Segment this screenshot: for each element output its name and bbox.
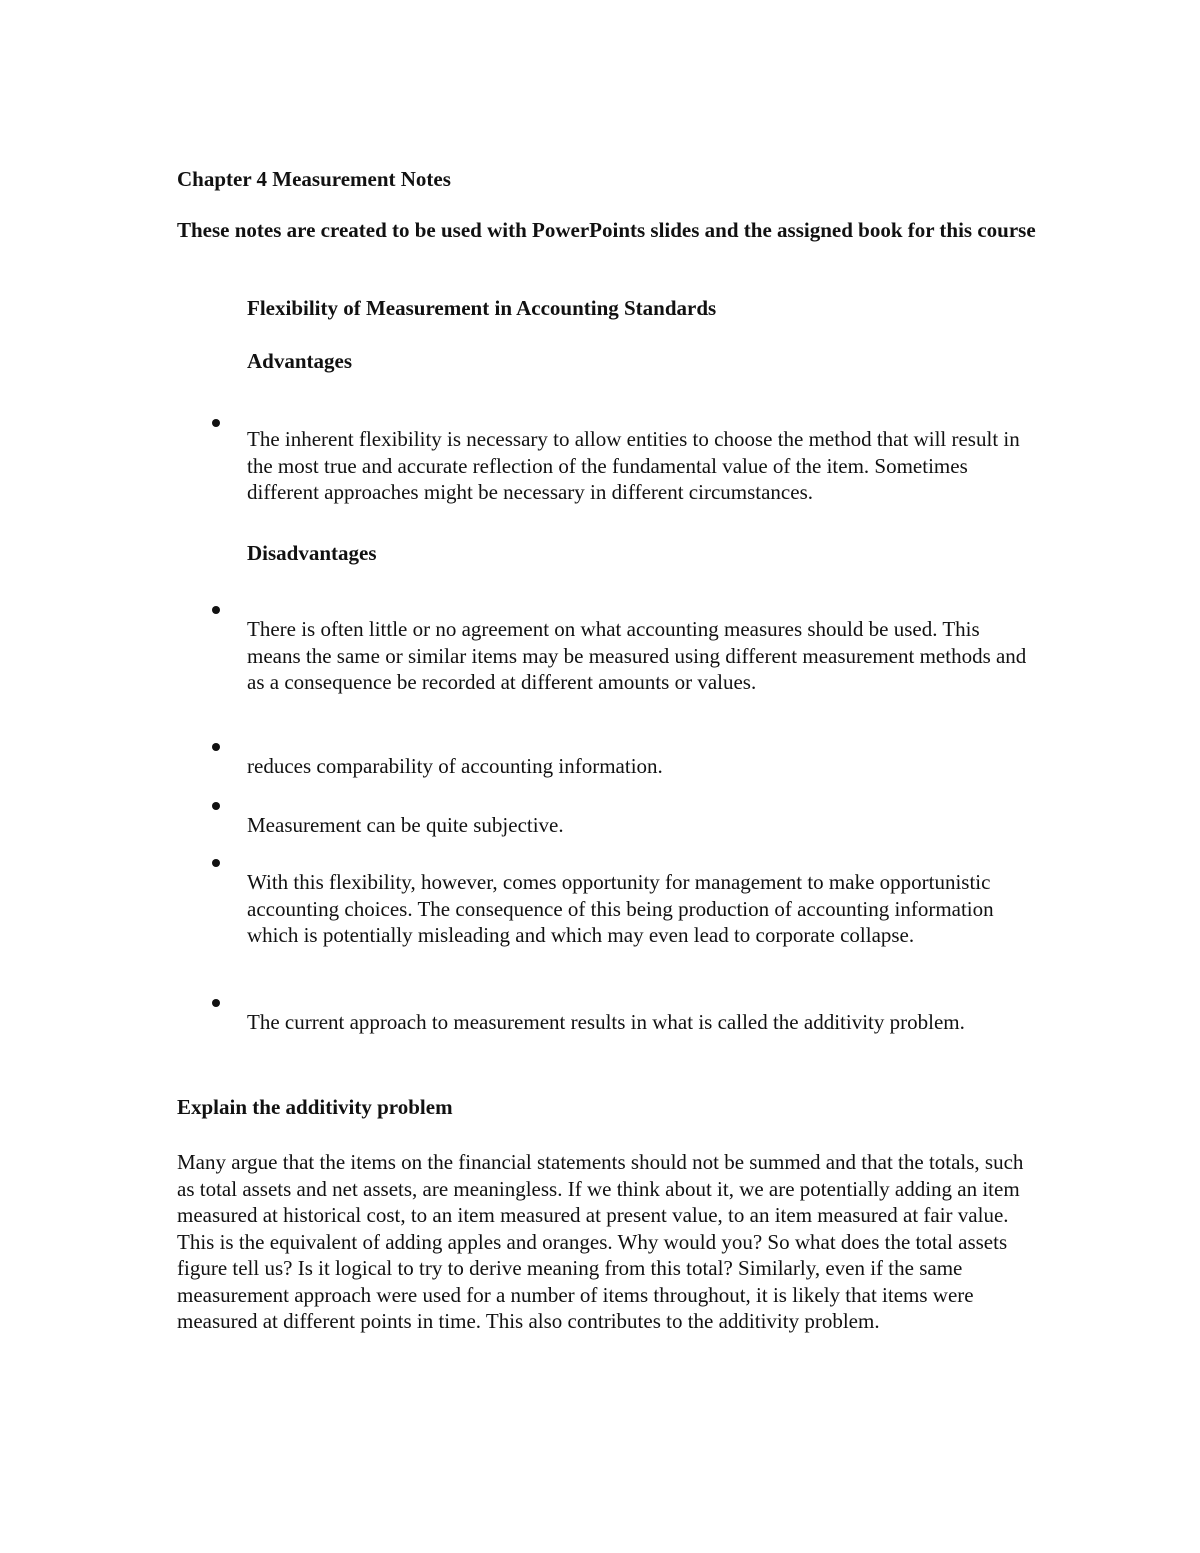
disadvantage-item: The current approach to measurement results in what is called the additivity problem.	[247, 1010, 965, 1034]
disadvantage-item: With this flexibility, however, comes opportunity for management to make opportunistic accounting choices. The consequence of this being production of accounting information which is potentially misleading and which may even lead to corporate collapse.	[247, 870, 994, 947]
bullet-icon	[212, 859, 220, 867]
bullet-icon	[212, 743, 220, 751]
page-subtitle: These notes are created to be used with PowerPoints slides and the assigned book for this course	[177, 218, 1036, 242]
bullet-icon	[212, 999, 220, 1007]
bullet-icon	[212, 606, 220, 614]
bullet-icon	[212, 419, 220, 427]
additivity-paragraph: Many argue that the items on the financial statements should not be summed and that the totals, such as total assets and net assets, are meaningless. If we think about it, we are potentially adding an item measured at historical cost, to an item measured at present value, to an item measured at fair value. This is the equivalent of adding apples and oranges. Why would you? So what does the total assets figure tell us? Is it logical to try to derive meaning from this total? Similarly, even if the same measurement approach were used for a number of items throughout, it is likely that items were measured at different points in time. This also contributes to the additivity problem.	[177, 1150, 1024, 1333]
bullet-icon	[212, 802, 220, 810]
advantages-heading: Advantages	[247, 349, 353, 373]
disadvantage-item: reduces comparability of accounting information.	[247, 754, 663, 778]
disadvantage-item: There is often little or no agreement on what accounting measures should be used. This means the same or similar items may be measured using different measurement methods and as a consequence be recorded at different amounts or values.	[247, 617, 1027, 694]
disadvantages-heading: Disadvantages	[247, 541, 377, 565]
additivity-heading: Explain the additivity problem	[177, 1095, 453, 1119]
disadvantage-item: Measurement can be quite subjective.	[247, 813, 564, 837]
advantage-item: The inherent flexibility is necessary to allow entities to choose the method that will result in the most true and accurate reflection of the fundamental value of the item. Sometimes different approaches might be necessary in different circumstances.	[247, 427, 1020, 504]
page-title: Chapter 4 Measurement Notes	[177, 167, 451, 191]
section-heading: Flexibility of Measurement in Accounting Standards	[247, 296, 717, 320]
